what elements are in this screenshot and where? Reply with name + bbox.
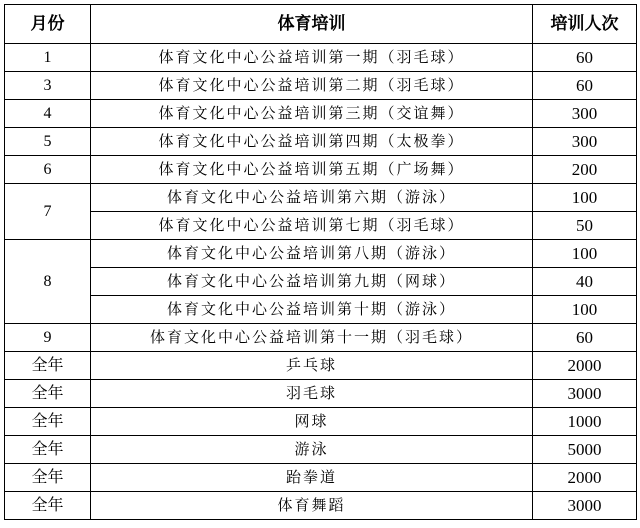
header-month: 月份: [5, 5, 91, 44]
month-cell: 8: [5, 240, 91, 324]
month-cell: 9: [5, 324, 91, 352]
training-cell: 体育文化中心公益培训第八期（游泳）: [91, 240, 533, 268]
table-row: [5, 44, 637, 72]
training-cell: 体育文化中心公益培训第四期（太极拳）: [91, 128, 533, 156]
training-cell: 体育文化中心公益培训第六期（游泳）: [91, 184, 533, 212]
training-cell: 体育文化中心公益培训第七期（羽毛球）: [91, 212, 533, 240]
table-row: [5, 324, 637, 352]
training-cell: 体育文化中心公益培训第十期（游泳）: [91, 296, 533, 324]
month-cell: 全年: [5, 492, 91, 520]
table-row: [5, 240, 637, 268]
month-cell: 5: [5, 128, 91, 156]
header-row: [5, 5, 637, 44]
table-row: [5, 100, 637, 128]
table-row: [5, 352, 637, 380]
month-cell: 7: [5, 184, 91, 240]
month-cell: 全年: [5, 436, 91, 464]
count-cell: 300: [533, 100, 637, 128]
count-cell: 3000: [533, 492, 637, 520]
count-cell: 1000: [533, 408, 637, 436]
table-row: [5, 436, 637, 464]
table-row: [5, 212, 637, 240]
training-cell: 体育文化中心公益培训第一期（羽毛球）: [91, 44, 533, 72]
table-row: [5, 128, 637, 156]
training-cell: 体育文化中心公益培训第二期（羽毛球）: [91, 72, 533, 100]
month-cell: 6: [5, 156, 91, 184]
table-row: [5, 72, 637, 100]
table-row: [5, 156, 637, 184]
count-cell: 200: [533, 156, 637, 184]
training-cell: 体育文化中心公益培训第三期（交谊舞）: [91, 100, 533, 128]
month-cell: 1: [5, 44, 91, 72]
header-count: 培训人次: [533, 5, 637, 44]
training-cell: 网球: [91, 408, 533, 436]
training-cell: 跆拳道: [91, 464, 533, 492]
month-cell: 3: [5, 72, 91, 100]
table-row: [5, 492, 637, 520]
training-cell: 体育文化中心公益培训第十一期（羽毛球）: [91, 324, 533, 352]
count-cell: 300: [533, 128, 637, 156]
training-cell: 羽毛球: [91, 380, 533, 408]
training-cell: 体育文化中心公益培训第九期（网球）: [91, 268, 533, 296]
month-cell: 全年: [5, 352, 91, 380]
training-cell: 体育舞蹈: [91, 492, 533, 520]
count-cell: 3000: [533, 380, 637, 408]
count-cell: 5000: [533, 436, 637, 464]
table-row: [5, 464, 637, 492]
month-cell: 全年: [5, 380, 91, 408]
count-cell: 100: [533, 184, 637, 212]
training-cell: 游泳: [91, 436, 533, 464]
table-row: [5, 184, 637, 212]
month-cell: 全年: [5, 408, 91, 436]
count-cell: 60: [533, 44, 637, 72]
count-cell: 50: [533, 212, 637, 240]
table-row: [5, 380, 637, 408]
count-cell: 100: [533, 240, 637, 268]
count-cell: 60: [533, 72, 637, 100]
training-cell: 乒乓球: [91, 352, 533, 380]
table-row: [5, 268, 637, 296]
count-cell: 2000: [533, 464, 637, 492]
month-cell: 全年: [5, 464, 91, 492]
header-training: 体育培训: [91, 5, 533, 44]
count-cell: 2000: [533, 352, 637, 380]
table-row: [5, 296, 637, 324]
month-cell: 4: [5, 100, 91, 128]
count-cell: 60: [533, 324, 637, 352]
table-row: [5, 408, 637, 436]
training-cell: 体育文化中心公益培训第五期（广场舞）: [91, 156, 533, 184]
count-cell: 40: [533, 268, 637, 296]
training-table: [4, 4, 637, 520]
count-cell: 100: [533, 296, 637, 324]
